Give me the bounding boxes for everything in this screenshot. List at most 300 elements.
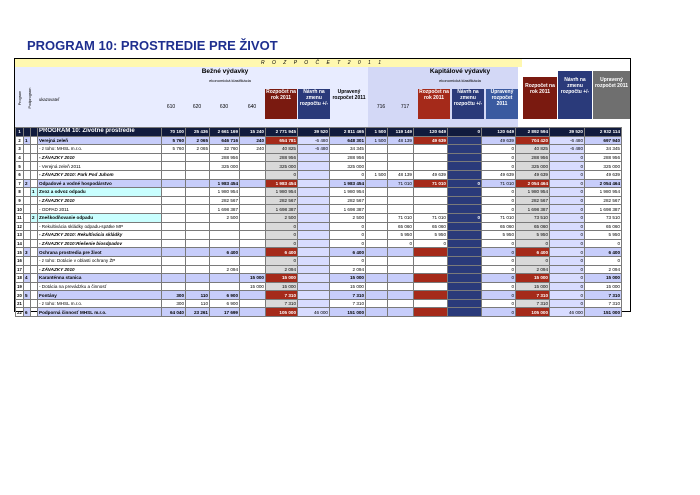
value-cell <box>448 308 482 317</box>
value-cell: 1 980 954 <box>330 188 366 197</box>
value-cell: 6 400 <box>516 248 550 257</box>
value-cell <box>298 239 330 248</box>
value-cell <box>448 170 482 179</box>
value-cell <box>240 196 266 205</box>
value-cell: -6 480 <box>298 145 330 154</box>
value-cell <box>388 188 414 197</box>
value-cell: 120 649 <box>482 128 516 137</box>
value-cell <box>240 265 266 274</box>
row-label: PROGRAM 10: Životné prostredie <box>38 128 162 137</box>
value-cell <box>366 256 388 265</box>
value-cell <box>298 256 330 265</box>
value-cell: 282 567 <box>516 196 550 205</box>
value-cell <box>388 256 414 265</box>
value-cell <box>210 274 240 283</box>
row-number: 10 <box>17 206 22 212</box>
eko-klas-1: ekonomická klasifikácia <box>209 78 251 83</box>
program-cell <box>24 299 31 308</box>
value-cell: 0 <box>550 291 585 300</box>
row-number: 14 <box>17 241 22 247</box>
value-cell: 0 <box>550 162 585 171</box>
bezne-vydavky-label: Bežné výdavky <box>201 68 249 75</box>
row-label: Fontány <box>38 291 162 300</box>
podprogram-cell: 1 <box>31 188 38 197</box>
value-cell: 0 <box>266 239 298 248</box>
value-cell <box>162 256 186 265</box>
table-row <box>16 145 622 154</box>
value-cell <box>366 282 388 291</box>
podprogram-cell <box>31 162 38 171</box>
podprogram-cell <box>31 179 38 188</box>
value-cell <box>186 265 210 274</box>
program-cell <box>24 265 31 274</box>
value-cell <box>366 265 388 274</box>
value-cell: 65 060 <box>585 222 622 231</box>
value-cell <box>162 239 186 248</box>
value-cell <box>448 256 482 265</box>
row-number: 3 <box>16 145 24 154</box>
col-krozpocet-header: Rozpočet na rok 2011 <box>418 89 450 119</box>
value-cell <box>298 188 330 197</box>
budget-sheet <box>14 58 631 315</box>
value-cell: 0 <box>482 291 516 300</box>
value-cell: 2 065 <box>186 136 210 145</box>
value-cell: 151 000 <box>330 308 366 317</box>
row-label: Verejná zeleň <box>38 136 162 145</box>
value-cell <box>240 256 266 265</box>
row-label: Ochrana prostredia pre život <box>38 248 162 257</box>
value-cell: 5 950 <box>516 231 550 240</box>
podprogram-cell <box>31 136 38 145</box>
value-cell <box>448 196 482 205</box>
value-cell <box>186 222 210 231</box>
row-number: 15 <box>17 249 22 255</box>
value-cell: 15 240 <box>240 128 266 137</box>
row-label: - z toho: MHSL m.r.o. <box>38 299 162 308</box>
value-cell: 325 000 <box>266 162 298 171</box>
value-cell: 49 639 <box>585 170 622 179</box>
value-cell: -6 480 <box>298 136 330 145</box>
value-cell <box>186 282 210 291</box>
table-row <box>16 222 622 231</box>
value-cell: 6 400 <box>210 248 240 257</box>
value-cell: 325 000 <box>210 162 240 171</box>
value-cell: 65 060 <box>482 222 516 231</box>
value-cell: 15 000 <box>516 274 550 283</box>
col-upraveny-header: Upravený rozpočet 2011 <box>332 89 366 101</box>
value-cell <box>414 196 448 205</box>
value-cell: 2 094 <box>330 265 366 274</box>
table-row <box>16 282 622 291</box>
col-knavrh-header: Návrh na zmenu rozpočtu +/- <box>452 89 484 119</box>
value-cell: 49 639 <box>414 136 448 145</box>
value-cell: 6 400 <box>585 248 622 257</box>
value-cell: 2 892 594 <box>516 128 550 137</box>
program-cell <box>24 145 31 154</box>
table-row <box>16 248 622 257</box>
value-cell: 7 310 <box>266 291 298 300</box>
value-cell <box>186 179 210 188</box>
program-cell <box>24 256 31 265</box>
table-row <box>16 196 622 205</box>
value-cell <box>414 282 448 291</box>
value-cell: 2 661 169 <box>210 128 240 137</box>
value-cell <box>448 265 482 274</box>
value-cell: 0 <box>482 205 516 214</box>
value-cell <box>414 291 448 300</box>
table-row <box>16 299 622 308</box>
program-cell <box>24 162 31 171</box>
col-717-header: 717 <box>400 104 410 110</box>
col-trozpocet-header: Rozpočet na rok 2011 <box>523 77 557 119</box>
value-cell: 646 716 <box>210 136 240 145</box>
col-630-header: 630 <box>219 104 229 110</box>
program-cell <box>24 170 31 179</box>
value-cell: 34 345 <box>330 145 366 154</box>
row-number: 18 <box>17 275 22 281</box>
value-cell: 0 <box>388 239 414 248</box>
col-716-header: 716 <box>376 104 386 110</box>
value-cell: 288 956 <box>330 153 366 162</box>
podprogram-cell <box>31 239 38 248</box>
value-cell <box>162 179 186 188</box>
value-cell: 71 010 <box>482 179 516 188</box>
value-cell <box>448 136 482 145</box>
value-cell: 5 950 <box>414 231 448 240</box>
value-cell <box>186 162 210 171</box>
value-cell <box>240 291 266 300</box>
col-620-header: 620 <box>192 104 202 110</box>
value-cell: 7 310 <box>266 299 298 308</box>
value-cell: 0 <box>550 188 585 197</box>
value-cell <box>366 231 388 240</box>
budget-table <box>15 127 622 317</box>
col-navrh-header: Návrh na zmenu rozpočtu +/- <box>298 89 330 119</box>
table-row <box>16 308 622 317</box>
value-cell: 15 000 <box>240 274 266 283</box>
value-cell: 0 <box>516 256 550 265</box>
value-cell: 71 010 <box>388 213 414 222</box>
value-cell: 105 000 <box>516 308 550 317</box>
value-cell <box>448 282 482 291</box>
value-cell: 73 510 <box>516 213 550 222</box>
value-cell <box>186 213 210 222</box>
value-cell <box>162 248 186 257</box>
value-cell: 0 <box>482 282 516 291</box>
value-cell: 1 980 954 <box>516 188 550 197</box>
value-cell <box>210 239 240 248</box>
value-cell: 2 500 <box>266 213 298 222</box>
value-cell: 15 000 <box>240 282 266 291</box>
value-cell: 6 400 <box>330 248 366 257</box>
value-cell <box>162 282 186 291</box>
eko-klas-2: ekonomická klasifikácia <box>439 78 481 83</box>
row-number: 13 <box>17 232 22 238</box>
value-cell <box>162 188 186 197</box>
value-cell <box>366 153 388 162</box>
rozpocet-banner: R O Z P O Č E T 2 0 1 1 <box>15 59 630 67</box>
program-cell <box>24 231 31 240</box>
value-cell <box>162 222 186 231</box>
program-cell <box>24 196 31 205</box>
value-cell: 71 010 <box>388 179 414 188</box>
value-cell: 0 <box>330 170 366 179</box>
program-cell <box>24 222 31 231</box>
value-cell: 15 000 <box>516 282 550 291</box>
value-cell <box>388 205 414 214</box>
value-cell <box>414 188 448 197</box>
value-cell <box>366 162 388 171</box>
value-cell: 282 567 <box>266 196 298 205</box>
program-cell <box>24 205 31 214</box>
value-cell <box>388 291 414 300</box>
row-label: - ZÁVAZKY 2010:Riešenie biosdpadov <box>38 239 162 248</box>
row-number: 22 <box>17 309 22 315</box>
value-cell: 0 <box>585 239 622 248</box>
value-cell: 70 100 <box>162 128 186 137</box>
row-label: - ZÁVAZKY 2010: Rekultivácia skládky <box>38 231 162 240</box>
value-cell: 7 310 <box>516 291 550 300</box>
value-cell: 7 310 <box>585 299 622 308</box>
value-cell <box>240 179 266 188</box>
value-cell: -6 480 <box>550 136 585 145</box>
value-cell: 1 698 387 <box>266 205 298 214</box>
row-label: - ZÁVAZKY 2010 <box>38 265 162 274</box>
row-number: 21 <box>17 301 22 307</box>
value-cell: 2 771 945 <box>266 128 298 137</box>
value-cell: 0 <box>330 222 366 231</box>
value-cell: 2 094 <box>266 265 298 274</box>
value-cell <box>186 256 210 265</box>
value-cell: 1 500 <box>366 136 388 145</box>
col-kupraveny-header: Upravený rozpočet 2011 <box>486 89 518 119</box>
value-cell: 0 <box>330 231 366 240</box>
value-cell <box>448 145 482 154</box>
table-row <box>16 179 622 188</box>
page-title: PROGRAM 10: PROSTREDIE PRE ŽIVOT <box>27 38 278 53</box>
row-number: 8 <box>16 188 24 197</box>
table-row <box>16 231 622 240</box>
value-cell: 300 <box>162 291 186 300</box>
col-podprogram-header: Podprogram <box>28 87 32 109</box>
value-cell <box>366 248 388 257</box>
value-cell <box>414 256 448 265</box>
value-cell: 0 <box>550 170 585 179</box>
value-cell <box>414 248 448 257</box>
value-cell: 73 510 <box>585 213 622 222</box>
value-cell <box>240 222 266 231</box>
value-cell <box>448 291 482 300</box>
value-cell: 39 520 <box>550 128 585 137</box>
value-cell: 15 000 <box>266 282 298 291</box>
value-cell <box>448 222 482 231</box>
value-cell: 0 <box>266 222 298 231</box>
value-cell: 0 <box>585 256 622 265</box>
value-cell <box>240 188 266 197</box>
value-cell: 71 010 <box>414 179 448 188</box>
value-cell: 119 149 <box>388 128 414 137</box>
value-cell: 0 <box>550 282 585 291</box>
row-number: 1 <box>16 128 24 137</box>
row-label: Odpadové a vodné hospodárstvo <box>38 179 162 188</box>
value-cell: 0 <box>550 231 585 240</box>
value-cell: 1 698 387 <box>330 205 366 214</box>
value-cell: 5 950 <box>585 231 622 240</box>
value-cell: 17 699 <box>210 308 240 317</box>
table-row <box>16 162 622 171</box>
value-cell <box>414 265 448 274</box>
row-label: - Rekultivácia skládky odpadu-spätke MP <box>38 222 162 231</box>
value-cell <box>448 162 482 171</box>
podprogram-cell <box>31 153 38 162</box>
value-cell <box>162 274 186 283</box>
value-cell: 23 261 <box>186 308 210 317</box>
value-cell: 15 000 <box>330 282 366 291</box>
value-cell: 15 000 <box>585 282 622 291</box>
value-cell: 0 <box>550 274 585 283</box>
row-number: 4 <box>16 153 24 162</box>
value-cell: 105 000 <box>266 308 298 317</box>
value-cell <box>162 153 186 162</box>
value-cell <box>186 248 210 257</box>
program-cell: 2 <box>24 179 31 188</box>
table-row <box>16 274 622 283</box>
value-cell <box>414 308 448 317</box>
value-cell: 1 980 954 <box>585 188 622 197</box>
kapitalove-vydavky-label: Kapitálové výdavky <box>429 68 491 75</box>
row-number: 5 <box>16 162 24 171</box>
value-cell <box>448 231 482 240</box>
col-610-header: 610 <box>166 104 176 110</box>
value-cell: 1 698 387 <box>210 205 240 214</box>
value-cell: 110 <box>186 299 210 308</box>
value-cell: 288 956 <box>210 153 240 162</box>
value-cell: 39 520 <box>298 128 330 137</box>
table-row <box>16 170 622 179</box>
value-cell: 697 940 <box>585 136 622 145</box>
value-cell <box>240 239 266 248</box>
value-cell: 0 <box>482 162 516 171</box>
value-cell: 120 649 <box>414 128 448 137</box>
value-cell <box>240 299 266 308</box>
row-number: 11 <box>17 215 22 221</box>
value-cell: 65 060 <box>516 222 550 231</box>
value-cell <box>298 299 330 308</box>
podprogram-cell <box>31 248 38 257</box>
value-cell: 325 000 <box>585 162 622 171</box>
row-label: - ODPAD 2011 <box>38 205 162 214</box>
value-cell: 0 <box>482 145 516 154</box>
value-cell: 71 010 <box>482 213 516 222</box>
value-cell <box>366 196 388 205</box>
value-cell <box>210 170 240 179</box>
program-cell <box>24 282 31 291</box>
value-cell <box>366 274 388 283</box>
value-cell <box>298 179 330 188</box>
value-cell <box>186 153 210 162</box>
value-cell: 0 <box>550 153 585 162</box>
row-label: - ZÁVAZKY 2010 <box>38 153 162 162</box>
value-cell <box>366 213 388 222</box>
value-cell <box>186 196 210 205</box>
row-number: 16 <box>17 258 22 264</box>
row-number: 2 <box>16 136 24 145</box>
value-cell <box>162 231 186 240</box>
value-cell: 0 <box>448 213 482 222</box>
value-cell: 0 <box>550 222 585 231</box>
value-cell: 300 <box>162 299 186 308</box>
row-label: Podporná činnosť MHSL m.r.o. <box>38 308 162 317</box>
value-cell <box>298 196 330 205</box>
value-cell: 6 900 <box>210 291 240 300</box>
value-cell <box>298 291 330 300</box>
value-cell <box>366 222 388 231</box>
value-cell: 0 <box>550 196 585 205</box>
value-cell: 648 301 <box>330 136 366 145</box>
value-cell: 15 000 <box>330 274 366 283</box>
value-cell: 288 956 <box>585 153 622 162</box>
value-cell: 0 <box>482 256 516 265</box>
value-cell: 704 420 <box>516 136 550 145</box>
row-label: Zneškodňovanie odpadu <box>38 213 162 222</box>
value-cell: 7 310 <box>330 299 366 308</box>
value-cell: 1 500 <box>366 128 388 137</box>
value-cell: 282 567 <box>330 196 366 205</box>
value-cell <box>162 170 186 179</box>
value-cell <box>414 299 448 308</box>
podprogram-cell: 2 <box>31 213 38 222</box>
value-cell <box>240 248 266 257</box>
value-cell: 1 980 954 <box>266 188 298 197</box>
podprogram-cell <box>31 196 38 205</box>
value-cell <box>366 239 388 248</box>
table-row <box>16 256 622 265</box>
value-cell <box>162 213 186 222</box>
value-cell: 654 781 <box>266 136 298 145</box>
value-cell <box>186 274 210 283</box>
table-row <box>16 136 622 145</box>
value-cell <box>366 145 388 154</box>
value-cell <box>298 231 330 240</box>
value-cell <box>388 248 414 257</box>
podprogram-cell <box>31 282 38 291</box>
value-cell <box>298 274 330 283</box>
row-number: 6 <box>16 170 24 179</box>
value-cell: 0 <box>550 239 585 248</box>
podprogram-cell <box>31 265 38 274</box>
value-cell: 1 983 454 <box>210 179 240 188</box>
col-program-header: Program <box>18 90 22 106</box>
value-cell <box>448 188 482 197</box>
value-cell: 1 983 454 <box>330 179 366 188</box>
table-row <box>16 291 622 300</box>
value-cell: 1 698 387 <box>516 205 550 214</box>
value-cell <box>448 248 482 257</box>
value-cell <box>240 205 266 214</box>
value-cell: 288 956 <box>516 153 550 162</box>
value-cell <box>162 205 186 214</box>
value-cell <box>298 162 330 171</box>
value-cell: 151 000 <box>585 308 622 317</box>
value-cell: 65 060 <box>388 222 414 231</box>
value-cell <box>240 308 266 317</box>
podprogram-cell <box>31 299 38 308</box>
value-cell <box>414 205 448 214</box>
value-cell <box>388 196 414 205</box>
row-number: 9 <box>16 196 24 205</box>
value-cell <box>366 179 388 188</box>
value-cell: 49 639 <box>482 170 516 179</box>
